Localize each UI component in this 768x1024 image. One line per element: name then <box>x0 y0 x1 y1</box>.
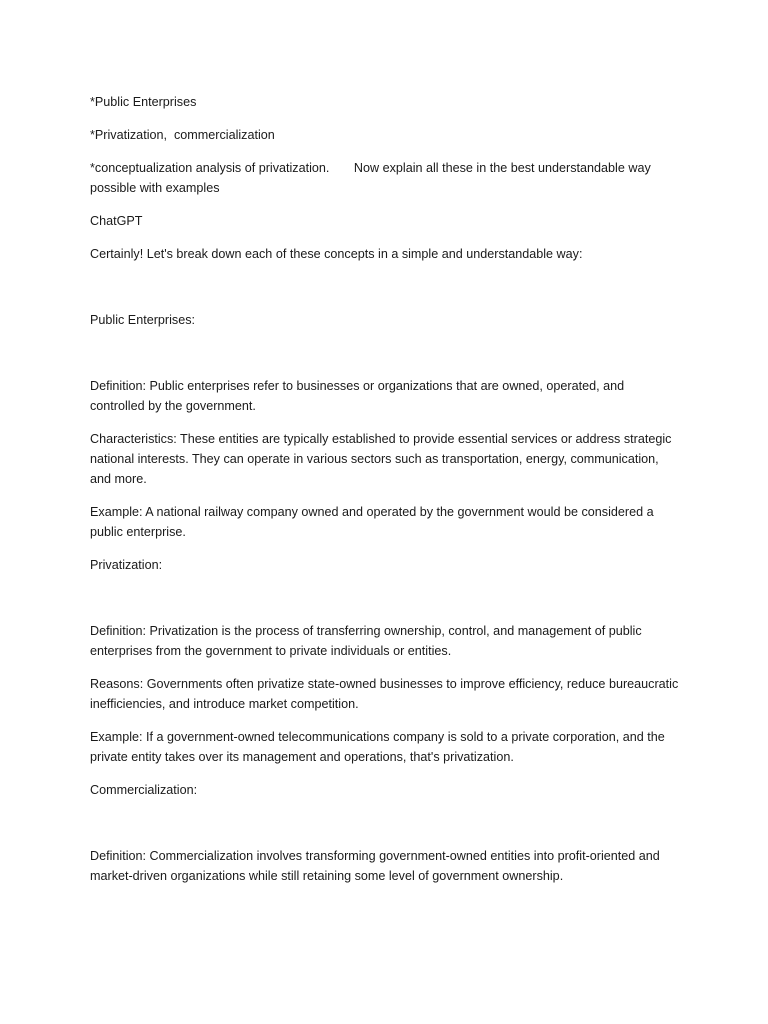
speaker-label: ChatGPT <box>90 214 143 228</box>
section-heading-commercialization: Commercialization: <box>90 783 198 797</box>
prompt-line-conceptualization: *conceptualization analysis of privatization. Now explain all these in the best understandable way possible with examples <box>90 161 655 195</box>
commercialization-definition: Definition: Commercialization involves transforming government-owned entities into profit-oriented and market-driven organizations while still retaining some level of government ownership. <box>90 849 664 883</box>
public-enterprises-characteristics: Characteristics: These entities are typically established to provide essential services or address strategic national interests. They can operate in various sectors such as transportation, energy, communication, and more. <box>90 432 675 486</box>
section-heading-public-enterprises: Public Enterprises: <box>90 313 195 327</box>
public-enterprises-definition: Definition: Public enterprises refer to businesses or organizations that are owned, operated, and controlled by the government. <box>90 379 628 413</box>
section-heading-privatization: Privatization: <box>90 558 163 572</box>
privatization-example: Example: If a government-owned telecommunications company is sold to a private corporation, and the private entity takes over its management and operations, that's privatization. <box>90 730 669 764</box>
privatization-reasons: Reasons: Governments often privatize state-owned businesses to improve efficiency, reduce bureaucratic inefficiencies, and introduce market competition. <box>90 677 682 711</box>
intro-paragraph: Certainly! Let's break down each of these concepts in a simple and understandable way: <box>90 247 583 261</box>
prompt-line-public-enterprises: *Public Enterprises <box>90 95 197 109</box>
prompt-line-privatization: *Privatization, commercialization <box>90 128 275 142</box>
public-enterprises-example: Example: A national railway company owned and operated by the government would be considered a public enterprise. <box>90 505 658 539</box>
privatization-definition: Definition: Privatization is the process of transferring ownership, control, and management of public enterprises from the government to private individuals or entities. <box>90 624 646 658</box>
document-body <box>90 92 680 899</box>
